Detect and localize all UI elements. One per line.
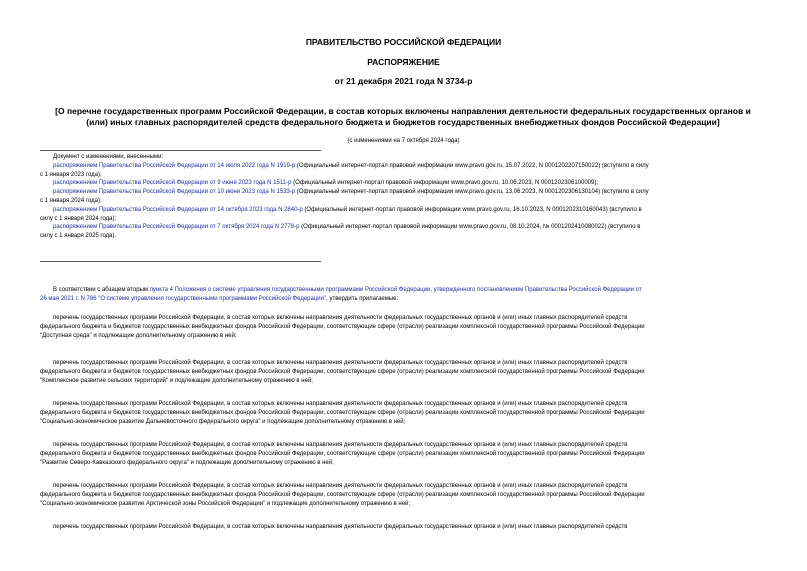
issuing-authority: ПРАВИТЕЛЬСТВО РОССИЙСКОЙ ФЕДЕРАЦИИ	[305, 37, 502, 47]
divider-bottom	[40, 261, 321, 262]
preamble-line-1: В соответствии с абзацем вторым пункта 4 Положения о системе управления государственными программами Российской Федерации, утвержденного постановлением Правительства Российской Федерации от	[53, 287, 642, 293]
list-paragraph: перечень государственных программ Российской Федерации, в состав которых включены направления деятельности федеральных государственных органов и (или) иных главных распорядителей средств федерального бюджета и бюджетов государственных внебюджетных фондов Российской Федерации, соответствующие сфере (отрасли) реализации комплексной государственной программы Российской Федерации "Комплексное развитие сельских территорий" и подлежащие дополнительному отражению в ней;	[40, 360, 645, 384]
amendment-tail: силу с 1 января 2024 года);	[40, 215, 117, 222]
preamble	[40, 286, 770, 304]
list-paragraph: перечень государственных программ Российской Федерации, в состав которых включены направления деятельности федеральных государственных органов и (или) иных главных распорядителей средств федерального бюджета и бюджетов государственных внебюджетных фондов Российской Федерации, соответствующие сфере (отрасли) реализации комплексной государственной программы Российской Федерации "Социально-экономическое развитие Дальневосточного федерального округа" и подлежащие дополнительному отражению в ней;	[40, 401, 645, 425]
amendment-link[interactable]: распоряжением Правительства Российской Федерации от 14 июля 2022 года N 1919-р	[53, 162, 296, 169]
document-title-line-1: [О перечне государственных программ Российской Федерации, в состав которых включены направления деятельности федеральных государственных органов и	[55, 106, 751, 116]
regulation-link-cont[interactable]: 26 мая 2021 г. N 786 "О системе управления государственными программами Российской Федерации"	[40, 296, 327, 302]
list-paragraph: перечень государственных программ Российской Федерации, в состав которых включены направления деятельности федеральных государственных органов и (или) иных главных распорядителей средств федерального бюджета и бюджетов государственных внебюджетных фондов Российской Федерации, соответствующие сфере (отрасли) реализации комплексной государственной программы Российской Федерации "Развитие Северо-Кавказского федерального округа" и подлежащие дополнительному отражению в ней;	[40, 442, 645, 466]
document-date-number: от 21 декабря 2021 года N 3734-р	[334, 76, 473, 86]
list-paragraph: перечень государственных программ Российской Федерации, в состав которых включены направления деятельности федеральных государственных органов и (или) иных главных распорядителей средств федерального бюджета и бюджетов государственных внебюджетных фондов Российской Федерации, соответствующие сфере (отрасли) реализации комплексной государственной программы Российской Федерации "Социально-экономическое развитие Арктической зоны Российской Федерации" и подлежащие дополнительному отражению в ней;	[40, 483, 645, 507]
amendment-item: распоряжением Правительства Российской Федерации от 14 июля 2022 года N 1919-р (Официальный интернет-портал правовой информации www.pravo.gov.ru, 15.07.2022, N 0001202207150022) (вступило в силу	[53, 162, 649, 169]
divider-top	[40, 150, 321, 151]
amendment-item: распоряжением Правительства Российской Федерации от 10 июня 2023 года N 1533-р (Официальный интернет-портал правовой информации www.pravo.gov.ru, 13.06.2023, N 0001202306130104) (вступило в силу	[53, 189, 649, 196]
amendment-link[interactable]: распоряжением Правительства Российской Федерации от 10 июня 2023 года N 1533-р	[53, 189, 296, 196]
amendments-intro: Документ с изменениями, внесенными:	[53, 154, 164, 160]
amendment-link[interactable]: распоряжением Правительства Российской Федерации от 14 октября 2023 года N 2840-р	[53, 206, 303, 213]
document-title-line-2: (или) иных главных распорядителей средств федерального бюджета и бюджетов государственных внебюджетных фондов Российской Федерации]	[86, 117, 720, 127]
amendment-item: распоряжением Правительства Российской Федерации от 7 октября 2024 года N 2778-р (Официальный интернет-портал правовой информации www.pravo.gov.ru, 08.10.2024, № 0001202410080022) (вступило в	[53, 224, 641, 231]
amendments-block	[40, 153, 770, 241]
amendment-tail: с 1 января 2023 года);	[40, 171, 102, 178]
amendment-tail: с 1 января 2024 года);	[40, 197, 102, 204]
preamble-line-2: 26 мая 2021 г. N 786 "О системе управления государственными программами Российской Федерации", утвердить прилагаемые:	[40, 296, 399, 302]
document-type: РАСПОРЯЖЕНИЕ	[367, 57, 440, 67]
list-paragraph: перечень государственных программ Российской Федерации, в состав которых включены направления деятельности федеральных государственных органов и (или) иных главных распорядителей средств	[53, 524, 628, 530]
regulation-link[interactable]: пункта 4 Положения о системе управления государственными программами Российской Федерации, утвержденного постановлением Правительства Российской Федерации от	[149, 287, 642, 293]
revision-note: (с изменениями на 7 октября 2024 года)	[347, 138, 460, 144]
amendment-item: распоряжением Правительства Российской Федерации от 9 июня 2023 года N 1511-р (Официальный интернет-портал правовой информации www.pravo.gov.ru, 10.06.2023, N 0001202306100009);	[53, 180, 599, 187]
amendment-link[interactable]: распоряжением Правительства Российской Федерации от 9 июня 2023 года N 1511-р	[53, 180, 292, 187]
amendment-tail: силу с 1 января 2025 года).	[40, 233, 117, 240]
amendment-item: распоряжением Правительства Российской Федерации от 14 октября 2023 года N 2840-р (Официальный интернет-портал правовой информации www.pravo.gov.ru, 16.10.2023, N 0001202310160043) (вступило в	[53, 206, 642, 213]
list-paragraph: перечень государственных программ Российской Федерации, в состав которых включены направления деятельности федеральных государственных органов и (или) иных главных распорядителей средств федерального бюджета и бюджетов государственных внебюджетных фондов Российской Федерации, соответствующие сфере (отрасли) реализации комплексной государственной программы Российской Федерации "Доступная среда" и подлежащие дополнительному отражению в ней;	[40, 315, 645, 339]
amendment-link[interactable]: распоряжением Правительства Российской Федерации от 7 октября 2024 года N 2778-р	[53, 224, 300, 231]
